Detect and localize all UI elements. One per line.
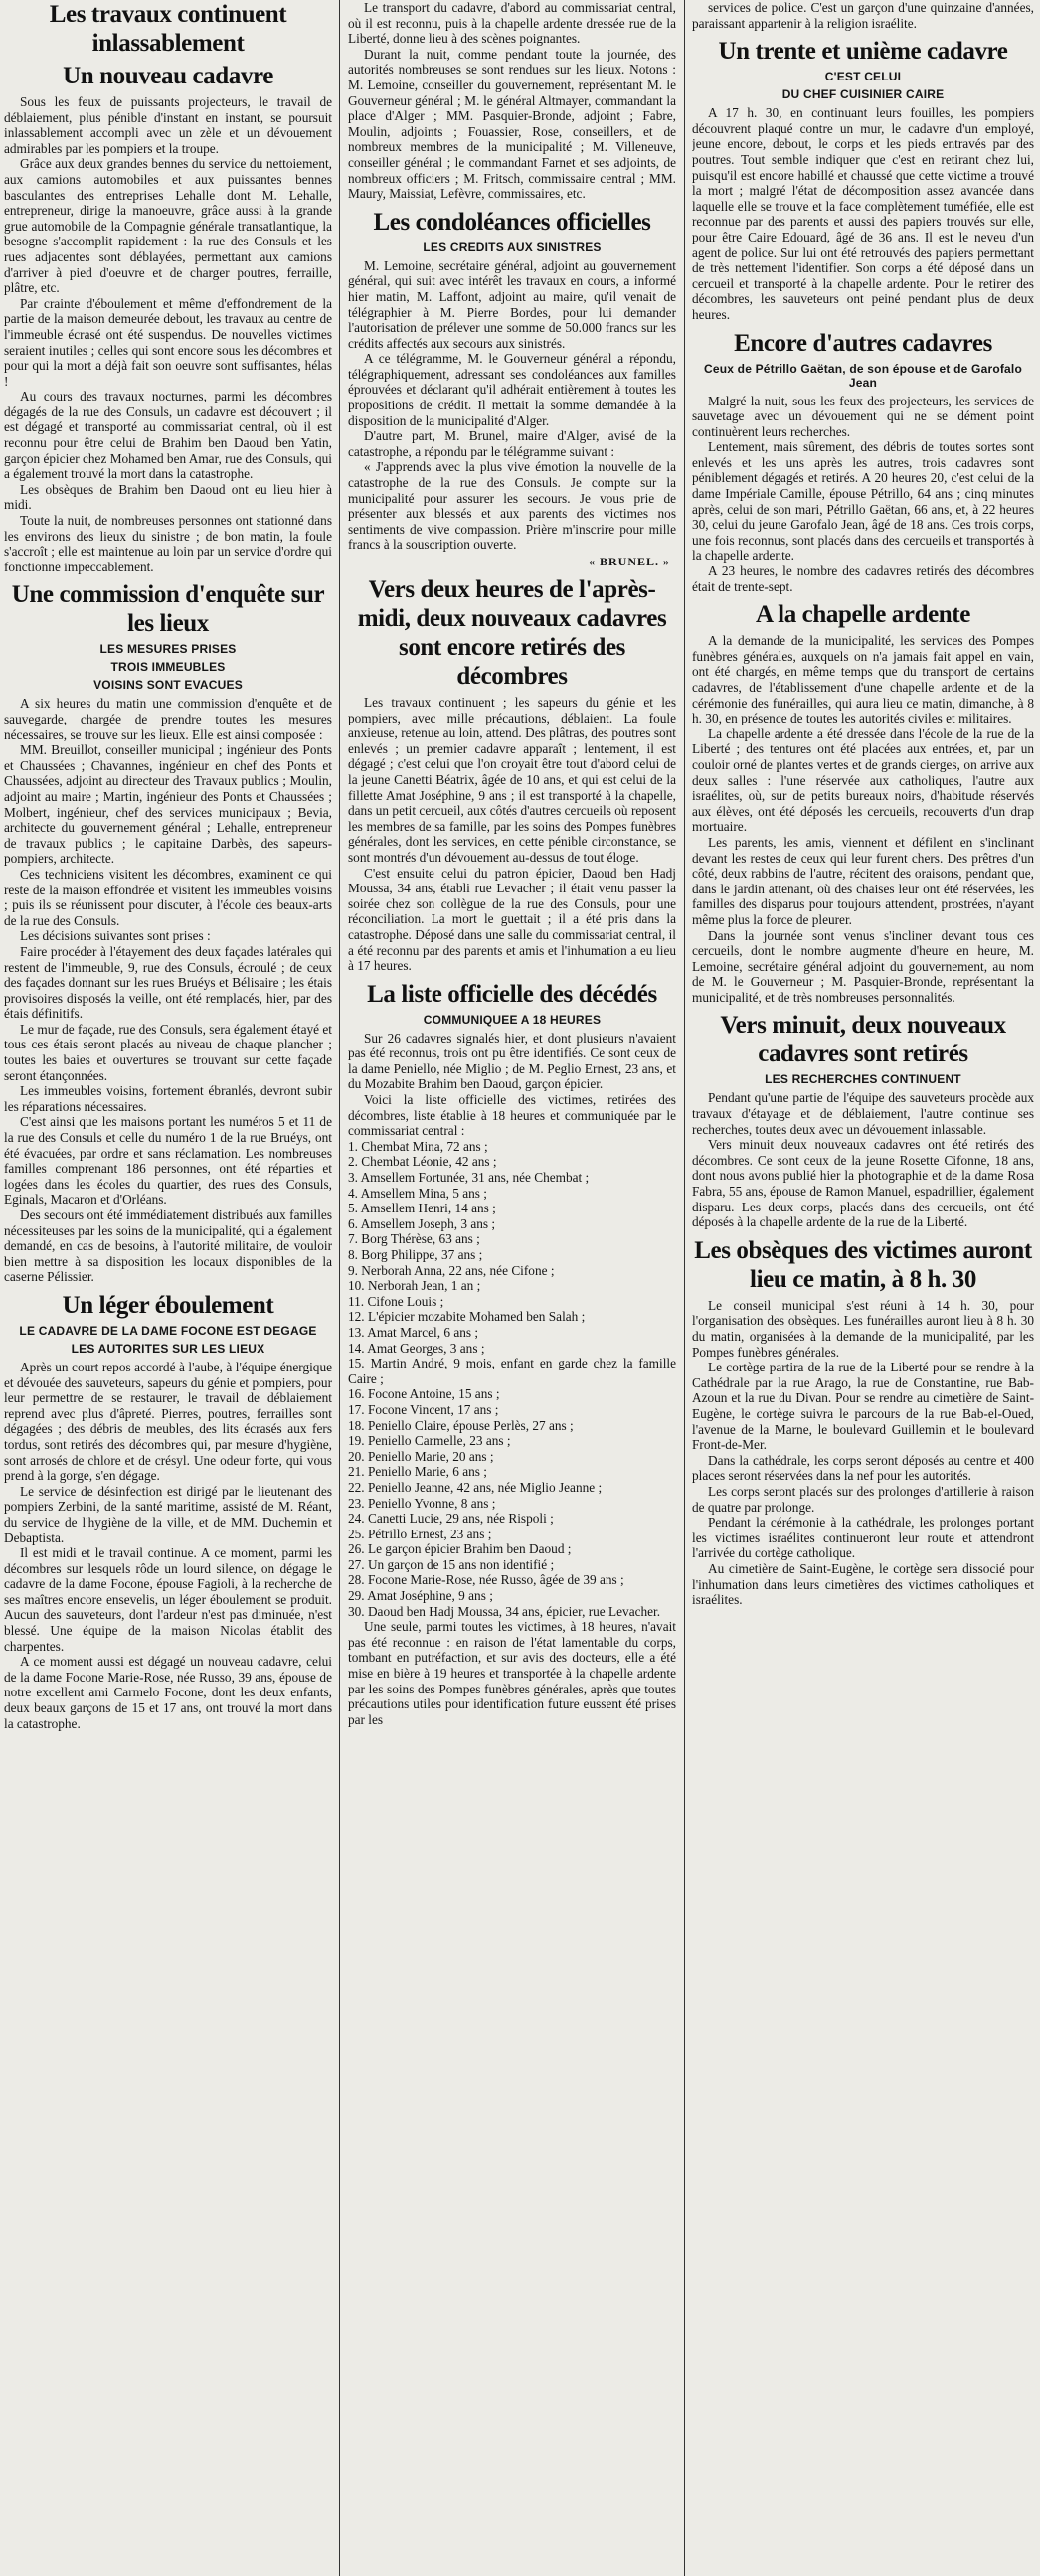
list-item: 20. Peniello Marie, 20 ans ; [348, 1448, 494, 1464]
list-item: 10. Nerborah Jean, 1 an ; [348, 1278, 481, 1294]
article-subheads [692, 70, 1034, 101]
article-subheads [4, 642, 332, 692]
list-item: 16. Focone Antoine, 15 ans ; [348, 1386, 500, 1402]
list-item: 21. Peniello Marie, 6 ans ; [348, 1464, 487, 1480]
article-title: Les travaux continuent inlassablement [49, 1, 287, 57]
paragraph: A ce télégramme, M. le Gouverneur général a répondu, télégraphiquement, adressant ses condoléances aux familles éprouvées et déclarant qu'il adhérait entièrement à toutes les propositions de crédit. Il mettait la somme demandée à la disposition de la municipalité d'Alger. [348, 351, 676, 428]
paragraph: A la demande de la municipalité, les services des Pompes funèbres générales, auxquels on n'a jamais fait appel en vain, ont été chargés, en même temps que du transport de certains cadavres, de l'établissement d'une chapelle ardente et de la cérémonie des funérailles, qui aura lieu ce matin, dimanche, à 8 h. 30, en présence de toutes les autorités civiles et militaires. [692, 633, 1034, 726]
article-body [4, 696, 332, 1285]
list-item: 24. Canetti Lucie, 29 ans, née Rispoli ; [348, 1511, 554, 1527]
article-body [692, 394, 1034, 595]
list-item: 11. Cifone Louis ; [348, 1293, 444, 1309]
list-item: 23. Peniello Yvonne, 8 ans ; [348, 1495, 496, 1511]
article-title: Une commission d'enquête sur les lieux [11, 581, 325, 638]
paragraph: Le conseil municipal s'est réuni à 14 h. 30, pour l'organisation des obsèques. Les funérailles auront lieu à 8 h. 30 du matin, organisées à la demande de la municipalité, par les Pompes funèbres générales. [692, 1297, 1034, 1360]
paragraph: A ce moment aussi est dégagé un nouveau cadavre, celui de la dame Focone Marie-Rose, née Russo, 39 ans, épouse de notre excellent ami Carmelo Focone, dont les deux enfants, deux beaux garçons de 15 et 17 ans, ont trouvé la mort dans la catastrophe. [4, 1654, 332, 1731]
article-vers-minuit [692, 1011, 1034, 1229]
article-leger-eboulement [4, 1291, 332, 1731]
article-obseques [692, 1236, 1034, 1608]
paragraph: Les obsèques de Brahim ben Daoud ont eu lieu hier à midi. [4, 481, 332, 513]
list-item: 1. Chembat Mina, 72 ans ; [348, 1138, 488, 1154]
column-3 [692, 0, 1034, 2576]
paragraph: Le transport du cadavre, d'abord au commissariat central, où il est reconnu, puis à la chapelle ardente dressée rue de la Liberté, donne lieu à des scènes poignantes. [348, 0, 676, 47]
paragraph: D'autre part, M. Brunel, maire d'Alger, avisé de la catastrophe, a répondu par le télégramme suivant : [348, 428, 676, 459]
article-title: Vers minuit, deux nouveaux cadavres sont retirés [720, 1012, 1006, 1068]
article-title: Un léger éboulement [62, 1291, 274, 1319]
article-title: Vers deux heures de l'après-midi, deux nouveaux cadavres sont encore retirés des décombres [357, 576, 667, 690]
article-subhead: TROIS IMMEUBLES [110, 660, 226, 675]
article-liste-officielle [348, 980, 676, 1728]
article-chapelle-ardente [692, 600, 1034, 1005]
paragraph: Lentement, mais sûrement, des débris de toutes sortes sont enlevés et les uns après les autres, trois cadavres sont péniblement dégagés et retirés. A 20 heures 20, c'est celui de la dame Impériale Camille, épouse Pétrillo, 64 ans ; cinq minutes après, celui de son mari, Pétrillo Gaëtan, 66 ans, et, à 22 heures 30, celui du jeune Garofalo Jean, âgé de 18 ans. Ces trois corps, une fois reconnus, sont placés dans des cercueils et transportés à la chapelle ardente. [692, 439, 1034, 564]
article-subhead: LES AUTORITES SUR LES LIEUX [71, 1341, 265, 1356]
victims-list [348, 1139, 676, 1619]
paragraph: Le mur de façade, rue des Consuls, sera également étayé et tous ces étais seront placés au niveau de chaque plancher ; toutes les baies et ouvertures se trouvant sur cette façade seront étançonnées. [4, 1021, 332, 1083]
paragraph: Ces techniciens visitent les décombres, examinent ce qui reste de la maison effondrée et visitent les immeubles voisins ; puis ils se réunissent pour discuter, à l'école des beaux-arts de la rue des Consuls. [4, 866, 332, 928]
paragraph: MM. Breuillot, conseiller municipal ; ingénieur des Ponts et Chaussées ; Chavannes, ingénieur en chef des Ponts et Chaussées, adjoint au directeur des Travaux publics ; Moulin, adjoint au maire ; Martin, ingénieur des Ponts et Chaussées ; Molbert, ingénieur, chef des services municipaux ; Bevia, architecte du gouvernement général ; Lehalle, entrepreneur de travaux publics ; le capitaine Darbès, des sapeurs-pompiers, architecte. [4, 742, 332, 867]
paragraph: M. Lemoine, secrétaire général, adjoint au gouvernement général, qui suit avec intérêt les travaux en cours, a informé hier matin, M. Laffont, adjoint au maire, qu'il venait de télégraphier à M. Pierre Bordes, pour lui demander l'autorisation de prélever une somme de 50.000 francs sur les crédits affectés aux secours aux sinistrés. [348, 257, 676, 351]
paragraph: A 17 h. 30, en continuant leurs fouilles, les pompiers découvrent plaqué contre un mur, le cadavre d'un employé, jeune encore, debout, le corps et les pieds entravés par des poutres. Tout semble indiquer que c'est en retirant chez lui, puisqu'il est encore habillé et chaussé que cette victime a trouvé la mort ; malgré l'état de décomposition assez avancée dans laquelle elle se trouve et la face complètement tuméfiée, elle est reconnue par des parents et aussi des papiers trouvés sur elle, pour être Caire Edouard, âgé de 36 ans. Il est le neveu d'un agent de police. Sur lui ont été retrouvés des papiers permettant de très nettement l'identifier. Son corps a été déposé dans un cercueil et transporté à la chapelle ardente. Pour le retirer des décombres, les sauveteurs ont peiné pendant plus de deux heures. [692, 105, 1034, 322]
paragraph: Vers minuit deux nouveaux cadavres ont été retirés des décombres. Ce sont ceux de la jeune Rosette Cifonne, 18 ans, dont nous avons publié hier la photographie et de la dame Rosa Fabra, 55 ans, épouse de Ramon Manuel, espadrillier, également disparu. Les deux corps, placés dans des cercueils, ont été déposés à la chapelle ardente de la rue de la Liberté. [692, 1137, 1034, 1230]
article-travaux-continuent [4, 0, 332, 574]
list-item: 6. Amsellem Joseph, 3 ans ; [348, 1215, 496, 1231]
signature: « BRUNEL. » [588, 555, 670, 568]
article-body [692, 633, 1034, 1005]
article-body [348, 1031, 676, 1139]
paragraph: Sur 26 cadavres signalés hier, et dont plusieurs n'avaient pas été reconnus, trois ont pu être identifiés. Ce sont ceux de la dame Peniello, née Miglio ; de M. Peglio Ernest, 23 ans, et du Mozabite Brahim ben Daoud, garçon épicier. [348, 1030, 676, 1092]
article-body [692, 1090, 1034, 1229]
article-body [692, 1298, 1034, 1608]
list-item: 4. Amsellem Mina, 5 ans ; [348, 1185, 487, 1201]
list-item: 27. Un garçon de 15 ans non identifié ; [348, 1556, 555, 1572]
article-title: La liste officielle des décédés [367, 980, 657, 1008]
paragraph: Les décisions suivantes sont prises : [20, 928, 211, 944]
list-item: 7. Borg Thérèse, 63 ans ; [348, 1231, 480, 1247]
article-trente-et-unieme [692, 37, 1034, 322]
column-rule [339, 0, 340, 2576]
article-subhead: VOISINS SONT EVACUES [93, 678, 243, 693]
paragraph: Après un court repos accordé à l'aube, à l'équipe énergique et dévouée des sauveteurs, sapeurs du génie et pompiers, pour leur permettre de se restaurer, le travail de déblaiement reprend avec plus d'âpreté. Pierres, poutres, ferrailles sont dégagées ; des débris de meubles, des lits écrasés aux fers tordus, sont retirés des décombres qui, par mesure d'hygiène, sont arrosés de chlore et de crésyl. Une odeur forte, qui vous prend à la gorge, s'en dégage. [4, 1359, 332, 1484]
list-item: 3. Amsellem Fortunée, 31 ans, née Chembat ; [348, 1170, 590, 1186]
article-body [692, 105, 1034, 322]
list-item: 5. Amsellem Henri, 14 ans ; [348, 1201, 496, 1216]
article-body [692, 0, 1034, 31]
article-subhead: LE CADAVRE DE LA DAME FOCONE EST DEGAGE [19, 1323, 317, 1338]
list-item: 17. Focone Vincent, 17 ans ; [348, 1401, 499, 1417]
article-body [348, 258, 676, 553]
article-condoleances [348, 208, 676, 569]
paragraph: Dans la cathédrale, les corps seront déposés au centre et 400 places seront réservées dans la nef pour les autorités. [692, 1452, 1034, 1484]
article-subhead: Ceux de Pétrillo Gaëtan, de son épouse et de Garofalo Jean [703, 361, 1022, 390]
list-item: 9. Nerborah Anna, 22 ans, née Cifone ; [348, 1262, 555, 1278]
paragraph: Il est midi et le travail continue. A ce moment, parmi les décombres sur lesquels rôde un lourd silence, on dégage le cadavre de la dame Focone, épouse Fagioli, à la recherche de ses maîtres encore ensevelis, un léger éboulement se produit. Aucun des sauveteurs, dont l'ardeur n'est pas diminuée, n'est blessé. Une équipe de la maison Nicolas établit des charpentes. [4, 1545, 332, 1654]
paragraph: Des secours ont été immédiatement distribués aux familles nécessiteuses par les soins de la municipalité, qui a également demandé, en cas de besoins, à l'autorité militaire, de vouloir bien mettre à sa disposition les locaux disponibles de la caserne Pélissier. [4, 1208, 332, 1285]
list-item: 22. Peniello Jeanne, 42 ans, née Miglio Jeanne ; [348, 1479, 603, 1495]
paragraph: Les travaux continuent ; les sapeurs du génie et les pompiers, avec mille précautions, déblaient. La foule anxieuse, retenue au loin, attend. Des plâtras, des poutres sont enlevés ; un premier cadavre apparaît ; lentement, il est dégagé ; c'est celui que l'on croyait être tout d'abord celui de la jeune Canetti Béatrix, âgée de 10 ans, et qui est celui de la fillette Amat Joséphine, 9 ans ; il est transporté à la chapelle, dans un petit cercueil, aux côtés d'autres cercueils où reposent les membres de sa famille, par les soins des Pompes funèbres générales, dont les services, en cette pénible circonstance, se sont montrés d'un dévouement au-dessus de tout éloge. [348, 695, 676, 865]
paragraph: Le service de désinfection est dirigé par le lieutenant des pompiers Zerbini, de la santé maritime, assisté de M. Réant, du service de l'hygiène de la ville, et de MM. Duchemin et Debaptista. [4, 1483, 332, 1545]
list-item: 30. Daoud ben Hadj Moussa, 34 ans, épicier, rue Levacher. [348, 1603, 661, 1619]
paragraph: Une seule, parmi toutes les victimes, à 18 heures, n'avait pas été reconnue : en raison de l'état lamentable du corps, tombant en putréfaction, et sur avis des docteurs, elle a été mise en bière à 19 heures et transportée à la chapelle ardente par les soins des Pompes funèbres générales, après que toutes précautions utiles pour identification future eussent été prises par les [348, 1619, 676, 1727]
list-item: 2. Chembat Léonie, 42 ans ; [348, 1154, 497, 1170]
article-body [348, 0, 676, 202]
article-subhead: COMMUNIQUEE A 18 HEURES [423, 1012, 602, 1027]
list-item: 15. Martin André, 9 mois, enfant en garde chez la famille Caire ; [348, 1356, 676, 1386]
paragraph: Malgré la nuit, sous les feux des projecteurs, les services de sauvetage avec un dévouement qui ne se dément point continuèrent leurs recherches. [692, 393, 1034, 439]
paragraph: Toute la nuit, de nombreuses personnes ont stationné dans les environs des lieux du sinistre ; de bon matin, la foule s'accroît ; elle est maintenue au loin par un service d'ordre qui fonctionne impeccablement. [4, 513, 332, 574]
paragraph: Au cours des travaux nocturnes, parmi les décombres dégagés de la rue des Consuls, un cadavre est découvert ; il est dégagé et transporté au commissariat central, où il est reconnu pour être celui de Brahim ben Daoud ben Yatin, garçon épicier chez Mohamed ben Amar, rue des Consuls, qui a également trouvé la mort dans la catastrophe. [4, 389, 332, 482]
paragraph: Les corps seront placés sur des prolonges d'artillerie à raison de quatre par prolonge. [692, 1483, 1034, 1515]
article-body-after [348, 1619, 676, 1727]
column-rule [684, 0, 685, 2576]
paragraph: services de police. C'est un garçon d'une quinzaine d'années, paraissant appartenir à la religion israélite. [692, 0, 1034, 31]
article-title: Les condoléances officielles [373, 208, 651, 236]
article-title: Un trente et unième cadavre [718, 38, 1008, 66]
paragraph: Dans la journée sont venus s'incliner devant tous ces cercueils, dont le nombre augmente d'heure en heure, M. Lemoine, secrétaire général adjoint du gouvernement, au nom de M. le Gouverneur ; M. Pasquier-Bronde, représentant la municipalité, et de très nombreuses personnalités. [692, 927, 1034, 1005]
list-item: 26. Le garçon épicier Brahim ben Daoud ; [348, 1541, 572, 1557]
list-item: 29. Amat Joséphine, 9 ans ; [348, 1588, 493, 1604]
paragraph: Le cortège partira de la rue de la Liberté pour se rendre à la Cathédrale par la rue Arago, la rue de Constantine, rue Bab-Azoun et la rue du Divan. Pour se rendre au cimetière de Saint-Eugène, le cortège suivra le parcours de la rue Bab-el-Oued, l'avenue de la Marne, le boulevard Guillemin et le boulevard Front-de-Mer. [692, 1360, 1034, 1453]
article-subhead: C'EST CELUI [824, 70, 902, 84]
paragraph: Pendant la cérémonie à la cathédrale, les prolonges portant les victimes israélites continueront leur route et attendront l'arrivée du cortège catholique. [692, 1515, 1034, 1561]
paragraph: Les immeubles voisins, fortement ébranlés, devront subir les réparations nécessaires. [4, 1083, 332, 1114]
article-subhead: DU CHEF CUISINIER CAIRE [781, 87, 945, 102]
paragraph: Les parents, les amis, viennent et défilent en s'inclinant devant les restes de ceux qui leur furent chers. Des prêtres d'un côté, deux rabbins de l'autre, récitent des oraisons, pendant que, dans le jardin attenant, où des chaises leur ont été réservées, les familles des disparus pour toujours attendent, prostrées, n'ayant même plus la force de pleurer. [692, 834, 1034, 927]
article-title: A la chapelle ardente [756, 601, 970, 629]
list-item: 12. L'épicier mozabite Mohamed ben Salah ; [348, 1309, 586, 1325]
list-item: 28. Focone Marie-Rose, née Russo, âgée de 39 ans ; [348, 1572, 624, 1588]
list-item: 8. Borg Philippe, 37 ans ; [348, 1247, 483, 1262]
article-subhead: LES RECHERCHES CONTINUENT [765, 1072, 961, 1087]
paragraph: Faire procéder à l'étayement des deux façades latérales qui restent de l'immeuble, 9, rue des Consuls, écroulé ; de ceux des façades donnant sur les rues Bruéys et Bélisaire ; les étais provisoires disposés la veille, ont été remplacés, hier, par des étais définitifs. [4, 943, 332, 1022]
article-body [4, 94, 332, 574]
list-item: 18. Peniello Claire, épouse Perlès, 27 ans ; [348, 1417, 574, 1433]
list-item: 19. Peniello Carmelle, 23 ans ; [348, 1433, 511, 1449]
article-autres-cadavres [692, 329, 1034, 595]
article-deux-heures [348, 575, 676, 974]
paragraph: Au cimetière de Saint-Eugène, le cortège sera dissocié pour l'inhumation dans leurs cimetières des victimes catholiques et israélites. [692, 1560, 1034, 1608]
column-1 [4, 0, 332, 2576]
paragraph: Par crainte d'éboulement et même d'effondrement de la partie de la maison demeurée debout, les travaux au centre de l'immeuble écrasé ont été suspendus. De nouvelles victimes seraient inutiles ; celles qui sont encore sous les décombres et pour qui la mort a déjà fait son oeuvre sont suffisantes, hélas ! [4, 295, 332, 389]
article-subtitle: Un nouveau cadavre [63, 63, 273, 89]
list-item: 13. Amat Marcel, 6 ans ; [348, 1324, 479, 1340]
column-2 [348, 0, 676, 2576]
article-subheads [4, 1324, 332, 1356]
paragraph: C'est ensuite celui du patron épicier, Daoud ben Hadj Moussa, 34 ans, établi rue Levacher ; il était venu passer la soirée chez son collègue de la rue des Consuls, pour une réconciliation. La mort le guettait ; il a été pris dans la catastrophe. Déposé dans une salle du commissariat central, il a été reconnu par des parents et amis et l'inhumation a eu lieu à 17 heures. [348, 865, 676, 974]
article-title: Encore d'autres cadavres [734, 329, 992, 357]
paragraph: Sous les feux de puissants projecteurs, le travail de déblaiement, plus pénible d'instant en instant, se poursuit inlassablement accompli avec un zèle et un dévouement admirables par les pompiers et la troupe. [4, 94, 332, 156]
article-subhead: LES CREDITS AUX SINISTRES [423, 240, 602, 254]
paragraph: Durant la nuit, comme pendant toute la journée, des autorités nombreuses se sont rendues sur les lieux. Notons : M. Lemoine, conseiller du gouvernement, représentant M. le Gouverneur général ; M. le général Altmayer, commandant la place d'Alger ; MM. Pasquier-Bronde, adjoint ; Fabre, Moulin, adjoints ; Fouassier, Rose, conseillers, et de nombreux membres de la municipalité ; M. Villeneuve, conseiller général ; le commandant Farnet et ses adjoints, de nombreux officiers ; M. Fritsch, commissaire central ; MM. Maury, Maissiat, Lefèvre, commissaires, etc. [348, 46, 676, 202]
paragraph: A 23 heures, le nombre des cadavres retirés des décombres était de trente-sept. [692, 564, 1034, 594]
article-continuation-transport [348, 0, 676, 202]
paragraph: Pendant qu'une partie de l'équipe des sauveteurs procède aux travaux d'étayage et de déblaiement, l'autre continue ses recherches, toutes deux avec un dévouement inlassable. [692, 1090, 1034, 1137]
paragraph: C'est ainsi que les maisons portant les numéros 5 et 11 de la rue des Consuls et celle du numéro 1 de la rue Bruéys, ont été évacuées, par ordre et sans réclamation. Les nombreuses familles comprenant 186 personnes, ont été réparties et logées dans les écoles du quartier, des rues des Consuls, Eginals, Macaron et d'Orléans. [4, 1114, 332, 1208]
article-body [348, 695, 676, 974]
article-commission-enquete [4, 580, 332, 1285]
list-item: 25. Pétrillo Ernest, 23 ans ; [348, 1526, 492, 1541]
article-title: Les obsèques des victimes auront lieu ce matin, à 8 h. 30 [694, 1236, 1032, 1293]
paragraph: Voici la liste officielle des victimes, retirées des décombres, liste établie à 18 heures et communiquée par le commissariat central : [348, 1092, 676, 1139]
list-item: 14. Amat Georges, 3 ans ; [348, 1340, 485, 1356]
paragraph: Grâce aux deux grandes bennes du service du nettoiement, aux camions automobiles et aux puissantes bennes basculantes des entreprises Lehalle dont M. Lehalle, entrepreneur, dirige la manoeuvre, grâce aussi à la grande grue automobile de la Compagnie générale transatlantique, la besogne s'accomplit rapidement : la rue des Consuls et les rues adjacentes sont déblayées, permettant aux camions d'arriver à pied d'oeuvre et de charger poutres, ferraille, plâtre, etc. [4, 156, 332, 296]
article-subhead: LES MESURES PRISES [99, 642, 237, 657]
article-body [4, 1360, 332, 1731]
article-continuation-police [692, 0, 1034, 31]
paragraph: A six heures du matin une commission d'enquête et de sauvegarde, chargée de prendre toutes les mesures nécessaires, se trouve sur les lieux. Elle est ainsi composée : [4, 696, 332, 742]
paragraph: « J'apprends avec la plus vive émotion la nouvelle de la catastrophe de la rue des Consuls. Je compte sur la municipalité pour assurer les secours. Je vous prie de présenter aux blessés et aux parents des victimes nos sentiments de vive compassion. Prière m'inscrire pour mille francs à la souscription ouverte. [348, 459, 676, 553]
paragraph: La chapelle ardente a été dressée dans l'école de la rue de la Liberté ; des tentures ont été placées aux entrées, et, par un couloir orné de plantes vertes et de grands cierges, on arrive aux deux salles : l'une réservée aux catholiques, l'autre aux israélites, où, sur de petits bureaux noirs, d'habitude réservés aux élèves, ont été déposés les cercueils, recouverts d'un drap mortuaire. [692, 725, 1034, 835]
